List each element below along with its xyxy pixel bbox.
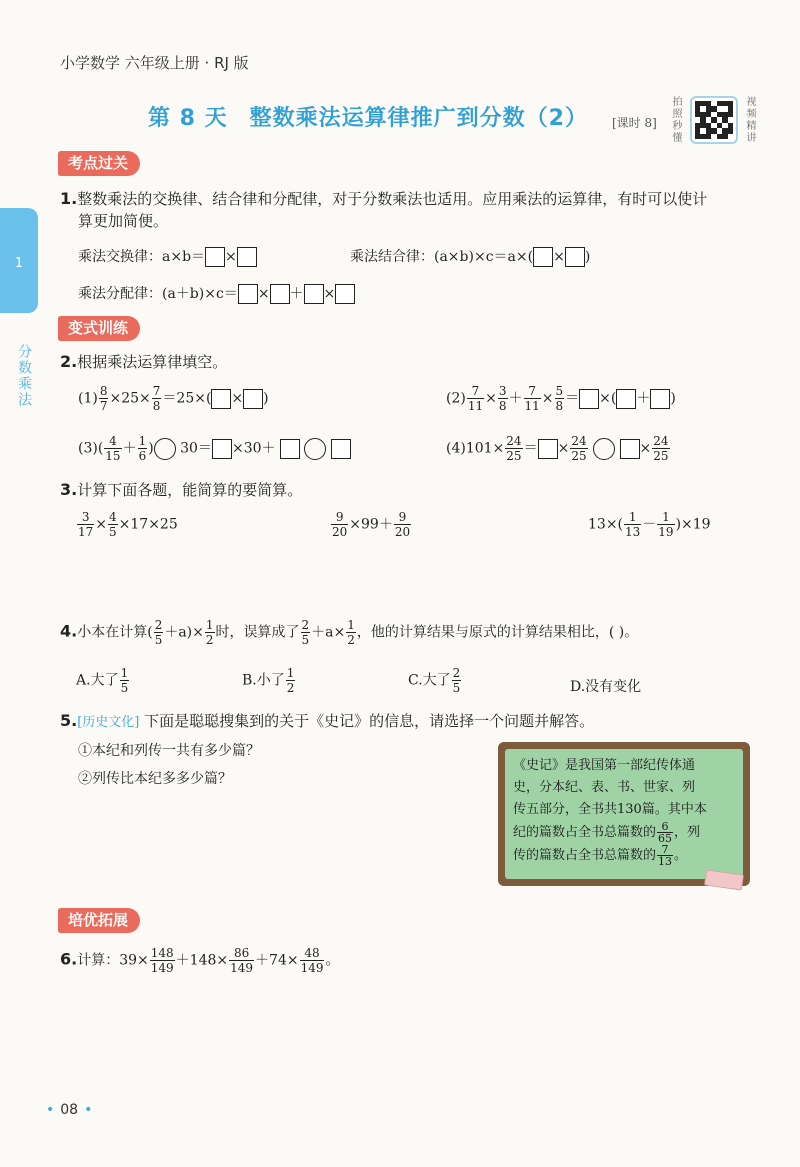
operator: × [553, 249, 565, 265]
answer-box[interactable] [538, 439, 558, 459]
q3-expression-3 [588, 510, 711, 539]
operator: ＋ [122, 440, 137, 457]
question-text: ＋a)× [164, 624, 204, 641]
fraction: $\frac{1}{19}$ [658, 510, 674, 539]
fraction: $\frac{5}{8}$ [555, 384, 564, 413]
answer-box[interactable] [579, 389, 599, 409]
question-1 [60, 188, 760, 232]
question-text: 根据乘法运算律填空。 [77, 353, 228, 371]
expression: 30＝ [180, 440, 212, 457]
q2-part-2 [446, 384, 676, 413]
chapter-label: 分数乘法 [16, 344, 32, 408]
fraction: $\frac{24}{25}$ [506, 434, 522, 463]
fraction: $\frac{148}{149}$ [150, 946, 174, 975]
sub-question-1: ①本纪和列传一共有多少篇？ [78, 743, 260, 759]
operator: × [231, 390, 244, 407]
part-label: (2) [446, 390, 466, 407]
fraction: $\frac{8}{7}$ [99, 384, 108, 413]
expression: ×17×25 [118, 516, 178, 533]
operator: × [639, 440, 652, 457]
question-number: 6. [60, 949, 78, 969]
lesson-title: 整数乘法运算律推广到分数（2） [249, 106, 588, 131]
paren: ) [263, 390, 269, 407]
fraction: $\frac{7}{8}$ [152, 384, 161, 413]
section-title: 培优拓展 [58, 908, 140, 933]
qr-code-icon[interactable] [690, 96, 738, 144]
dot-icon: • [84, 1102, 93, 1118]
law-label: 乘法分配律：(a＋b)×c＝ [78, 286, 238, 302]
qr-left-caption: 拍照秒懂 [670, 96, 681, 144]
answer-box[interactable] [237, 247, 257, 267]
associative-law [350, 246, 590, 267]
operator: × [225, 249, 237, 265]
expression: ＝25×( [162, 390, 212, 407]
question-text: 整数乘法的交换律、结合律和分配律，对于分数乘法也适用。应用乘法的运算律，有时可以使计 [77, 190, 708, 208]
section-badge-3 [58, 909, 140, 930]
fraction: $\frac{1}{2}$ [347, 618, 355, 647]
operator: × [257, 286, 270, 302]
expression: ×25× [109, 390, 151, 407]
expression: ×99＋ [349, 516, 393, 533]
option-d[interactable] [570, 676, 641, 696]
qr-right-caption: 视频精讲 [744, 96, 755, 144]
fraction: $\frac{3}{8}$ [498, 384, 507, 413]
blackboard [498, 742, 750, 886]
fraction: $\frac{4}{15}$ [105, 434, 121, 463]
part-label: (3)( [78, 440, 104, 457]
question-text: 小本在计算( [77, 624, 153, 641]
q2-part-4 [446, 434, 671, 463]
expression: ×30＋ [231, 440, 276, 457]
board-line: 传的篇数占全书总篇数的 $\frac{7}{13}$ 。 [513, 843, 688, 868]
operator: － [642, 516, 657, 533]
expression: 。 [325, 952, 340, 969]
answer-box[interactable] [211, 389, 231, 409]
answer-blank: ，他的计算结果与原式的计算结果相比，( )。 [356, 624, 639, 641]
option-b[interactable] [242, 666, 296, 695]
question-number: 3. [60, 480, 78, 499]
section-title: 变式训练 [58, 316, 140, 341]
operator: ＋ [508, 390, 523, 407]
question-6 [60, 946, 339, 975]
answer-box[interactable] [620, 439, 640, 459]
expression: ×( [599, 390, 617, 407]
section-badge-2 [58, 317, 140, 338]
fraction: $\frac{7}{11}$ [524, 384, 540, 413]
option-label: B.小了 [242, 672, 285, 689]
fraction: $\frac{2}{5}$ [452, 666, 461, 695]
fraction: $\frac{1}{13}$ [625, 510, 641, 539]
answer-box[interactable] [280, 439, 300, 459]
question-text: ＋a× [311, 624, 346, 641]
answer-box[interactable] [335, 284, 355, 304]
operator: × [485, 390, 497, 407]
fraction: $\frac{7}{11}$ [467, 384, 484, 413]
option-c[interactable] [408, 666, 462, 695]
answer-box[interactable] [238, 284, 258, 304]
part-label: (1) [78, 390, 98, 407]
fraction: $\frac{1}{2}$ [205, 618, 214, 647]
q2-part-3 [78, 434, 351, 463]
dot-icon: • [46, 1102, 55, 1118]
fraction: $\frac{1}{5}$ [120, 666, 129, 695]
fraction: $\frac{2}{5}$ [301, 618, 310, 647]
q2-part-1 [78, 384, 269, 413]
answer-circle[interactable] [154, 438, 176, 460]
page-title [148, 101, 588, 132]
board-line: 传五部分，全书共130篇。其中本 [513, 802, 707, 817]
law-label: 乘法结合律：(a×b)×c＝a×( [350, 249, 534, 265]
sub-question-2: ②列传比本纪多多少篇？ [78, 771, 232, 787]
question-text: 下面是聪聪搜集到的关于《史记》的信息，请选择一个问题并解答。 [144, 712, 595, 730]
fraction: $\frac{2}{5}$ [154, 618, 163, 647]
question-5 [60, 710, 594, 734]
fraction: $\frac{1}{6}$ [138, 434, 147, 463]
operator: ＝ [523, 440, 538, 457]
fraction: $\frac{86}{149}$ [230, 946, 254, 975]
page-number: 08 [60, 1102, 79, 1118]
board-line: 《史记》是我国第一部纪传体通 [513, 758, 696, 773]
expression: 计算：39× [77, 952, 149, 969]
part-label: (4)101× [446, 440, 505, 457]
answer-box[interactable] [243, 389, 263, 409]
option-a[interactable] [76, 666, 130, 695]
paren: ) [584, 249, 591, 265]
law-label: 乘法交换律：a×b＝ [78, 249, 206, 265]
operator: × [541, 390, 554, 407]
q3-expression-1: $\frac{3}{17}$ × $\frac{4}{5}$ ×17×25 [78, 510, 178, 539]
fraction: $\frac{48}{149}$ [300, 946, 324, 975]
board-line: 史，分本纪、表、书、世家、列 [513, 780, 696, 795]
day-number: 第 8 天 [148, 106, 228, 131]
answer-box[interactable] [205, 247, 225, 267]
question-text: 计算下面各题，能简算的要简算。 [77, 481, 303, 499]
operator: × [557, 440, 570, 457]
expression: ＋148× [175, 952, 229, 969]
answer-circle[interactable] [304, 438, 326, 460]
answer-box[interactable] [616, 389, 636, 409]
expression: 13×( [588, 516, 624, 533]
page-footer [40, 1102, 98, 1118]
page-header: 小学数学 六年级上册 · RJ 版 [60, 54, 249, 72]
board-line: 纪的篇数占全书总篇数的 $\frac{6}{65}$ ，列 [513, 820, 701, 845]
operator: ＋ [289, 286, 304, 302]
question-number: 4. [60, 621, 78, 641]
option-label: C.大了 [408, 672, 451, 689]
option-label: D.没有变化 [570, 679, 642, 695]
commutative-law [78, 246, 257, 267]
answer-box[interactable] [565, 247, 585, 267]
section-title: 考点过关 [58, 151, 140, 176]
question-number: 2. [60, 352, 78, 371]
question-number: 5. [60, 711, 78, 730]
expression: )×19 [675, 516, 711, 533]
distributive-law [78, 283, 355, 304]
question-text-cont: 算更加简便。 [78, 212, 169, 230]
topic-tag: [历史文化] [77, 715, 140, 730]
answer-box[interactable] [304, 284, 324, 304]
operator: ＋ [636, 390, 651, 407]
operator: ＝ [565, 390, 580, 407]
answer-box[interactable] [533, 247, 553, 267]
paren: ) [148, 440, 154, 457]
fraction: $\frac{9}{20}$ [332, 510, 348, 539]
fraction: $\frac{6}{65}$ [658, 820, 673, 845]
fraction: $\frac{9}{20}$ [394, 510, 411, 539]
question-2 [60, 351, 227, 373]
lesson-badge: [课时 8] [612, 116, 657, 130]
fraction: $\frac{24}{25}$ [653, 434, 669, 463]
answer-box[interactable] [270, 284, 290, 304]
answer-circle[interactable] [593, 438, 615, 460]
answer-box[interactable] [331, 439, 351, 459]
question-text: 时，误算成了 [215, 624, 300, 641]
operator: × [323, 286, 336, 302]
answer-box[interactable] [212, 439, 232, 459]
paren: ) [670, 390, 676, 407]
option-label: A.大了 [76, 672, 119, 689]
fraction: $\frac{4}{5}$ [109, 510, 117, 539]
blackboard-text [505, 749, 743, 879]
fraction: $\frac{3}{17}$ [78, 510, 94, 539]
answer-box[interactable] [650, 389, 670, 409]
question-number: 1. [60, 189, 78, 208]
question-4 [60, 618, 638, 647]
expression: ＋74× [255, 952, 299, 969]
section-badge-1 [58, 152, 140, 173]
q3-expression-2 [330, 510, 412, 539]
question-3 [60, 479, 302, 501]
chapter-tab: 1 [0, 208, 38, 313]
fraction: $\frac{24}{25}$ [571, 434, 587, 463]
fraction: $\frac{7}{13}$ [658, 843, 673, 868]
fraction: $\frac{1}{2}$ [286, 666, 295, 695]
